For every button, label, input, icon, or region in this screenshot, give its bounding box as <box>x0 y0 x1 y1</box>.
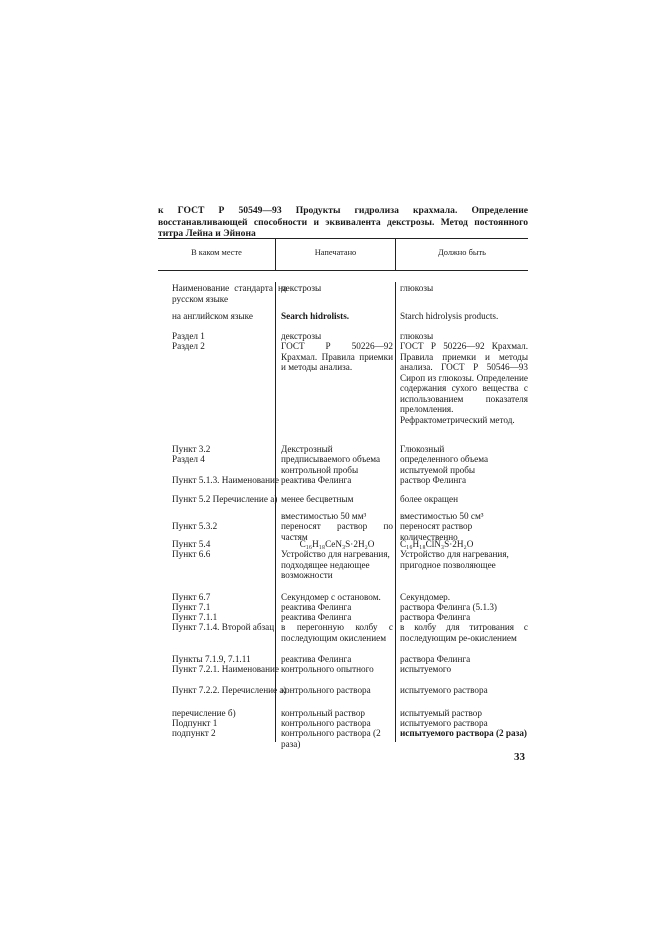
printed-cell: контрольного раствора <box>281 718 371 728</box>
location-cell: перечисление б) <box>172 708 236 718</box>
correct-cell: глюкозы <box>400 283 434 293</box>
printed-cell: реактива Фелинга <box>281 612 352 622</box>
correct-cell: раствора Фелинга <box>400 612 471 622</box>
header-printed: Напечатано <box>314 248 357 257</box>
printed-cell: вместимостью 50 мм³ <box>281 511 367 521</box>
location-cell: Раздел 4 <box>172 454 205 464</box>
correct-cell: переносят раствор количественно <box>400 521 473 542</box>
location-cell: Раздел 1 <box>172 331 205 341</box>
location-cell: Пункт 5.3.2 <box>172 521 218 531</box>
correct-cell: раствора Фелинга (5.1.3) <box>400 602 497 612</box>
location-cell: Пункт 6.7 <box>172 592 211 602</box>
printed-cell: реактива Фелинга <box>281 602 352 612</box>
document-title: к ГОСТ Р 50549—93 Продукты гидролиза крахмала. Определение восстанавливающей способности и эквивалента декстрозы. Метод постоянного титра Лейна и Эйнона <box>158 205 528 239</box>
location-cell: Пункт 5.1.3. Наименование <box>172 475 280 485</box>
printed-cell: реактива Фелинга <box>281 654 352 664</box>
correct-cell: Секундомер. <box>400 592 451 602</box>
correct-cell: испытуемого раствора <box>400 685 488 695</box>
correct-cell: C₁₆H₁₈ClN₃S·2H₂O <box>400 539 474 549</box>
printed-cell: контрольного опытного <box>281 664 374 674</box>
printed-cell: контрольного раствора <box>281 685 371 695</box>
correct-cell: в колбу для титрования с последующим ре-окислением <box>400 622 528 643</box>
printed-cell: декстрозы <box>281 331 322 341</box>
page-number: 33 <box>514 751 525 763</box>
printed-cell: ГОСТ Р 50226—92 Крахмал. Правила приемки и методы анализа. <box>281 341 393 372</box>
correct-cell: ГОСТ Р 50226—92 Крахмал. Правила приемки и методы анализа. ГОСТ Р 50546—93 Сироп из глюкозы. Определение содержания сухого вещества с использованием показателя преломления. Рефрактометрический метод. <box>400 341 528 425</box>
correct-cell: испытуемого раствора <box>400 718 488 728</box>
correct-cell: раствор Фелинга <box>400 475 467 485</box>
printed-cell: C₁₆H₁₈CeN₃S·2H₂O <box>299 539 375 549</box>
correct-cell: испытуемого <box>400 664 452 674</box>
printed-cell: реактива Фелинга <box>281 475 352 485</box>
printed-cell: в перегонную колбу с последующим окислением <box>281 622 393 643</box>
location-cell: Пункт 7.1.4. Второй абзац <box>172 622 275 632</box>
location-cell: Пункт 3.2 <box>172 444 211 454</box>
location-cell: подпункт 2 <box>172 728 216 738</box>
printed-cell: декстрозы <box>281 283 322 293</box>
location-cell: Пункт 7.1 <box>172 602 211 612</box>
printed-cell: менее бесцветным <box>281 494 354 504</box>
correct-cell: глюкозы <box>400 331 434 341</box>
correct-cell: раствора Фелинга <box>400 654 471 664</box>
correct-cell: Starch hidrolysis products. <box>400 311 499 321</box>
header-bottom-rule <box>158 270 528 271</box>
location-cell: Пункт 7.2.1. Наименование <box>172 664 280 674</box>
printed-cell: контрольного раствора (2 раза) <box>281 728 381 749</box>
printed-cell: переносят раствор по частям <box>281 521 393 542</box>
header-location: В каком месте <box>191 248 242 257</box>
correct-cell: определенного объема испытуемой пробы <box>400 454 489 475</box>
correct-cell: вместимостью 50 см³ <box>400 511 484 521</box>
location-cell: Пункт 7.2.2. Перечисление а) <box>172 685 287 695</box>
location-cell: Подпункт 1 <box>172 718 218 728</box>
printed-cell: предписываемого объема контрольной пробы <box>281 454 381 475</box>
location-cell: Пункт 5.4 <box>172 539 211 549</box>
printed-cell: Секундомер с остановом. <box>281 592 381 602</box>
location-cell: Пункт 7.1.1 <box>172 612 218 622</box>
correct-cell: испытуемого раствора (2 раза) <box>400 728 527 738</box>
printed-cell: Устройство для нагревания, подходящее недающее возможности <box>281 549 390 580</box>
header-should-be: Должно быть <box>438 248 486 257</box>
printed-cell: контрольный раствор <box>281 708 366 718</box>
location-cell: Пункт 5.2 Перечисление а) <box>172 494 278 504</box>
correct-cell: испытуемый раствор <box>400 708 482 718</box>
location-cell: на английском языке <box>172 311 253 321</box>
correct-cell: Глюкозный <box>400 444 445 454</box>
printed-cell: Декстрозный <box>281 444 333 454</box>
location-cell: Раздел 2 <box>172 341 205 351</box>
printed-cell: Search hidrolists. <box>281 311 350 321</box>
location-cell: Наименование стандарта на русском языке <box>172 283 287 304</box>
table-top-rule <box>158 238 528 239</box>
column-divider <box>395 282 396 742</box>
correct-cell: более окращен <box>400 494 458 504</box>
location-cell: Пункты 7.1.9, 7.1.11 <box>172 654 251 664</box>
location-cell: Пункт 6.6 <box>172 549 211 559</box>
correct-cell: Устройство для нагревания, пригодное позволяющее <box>400 549 509 570</box>
